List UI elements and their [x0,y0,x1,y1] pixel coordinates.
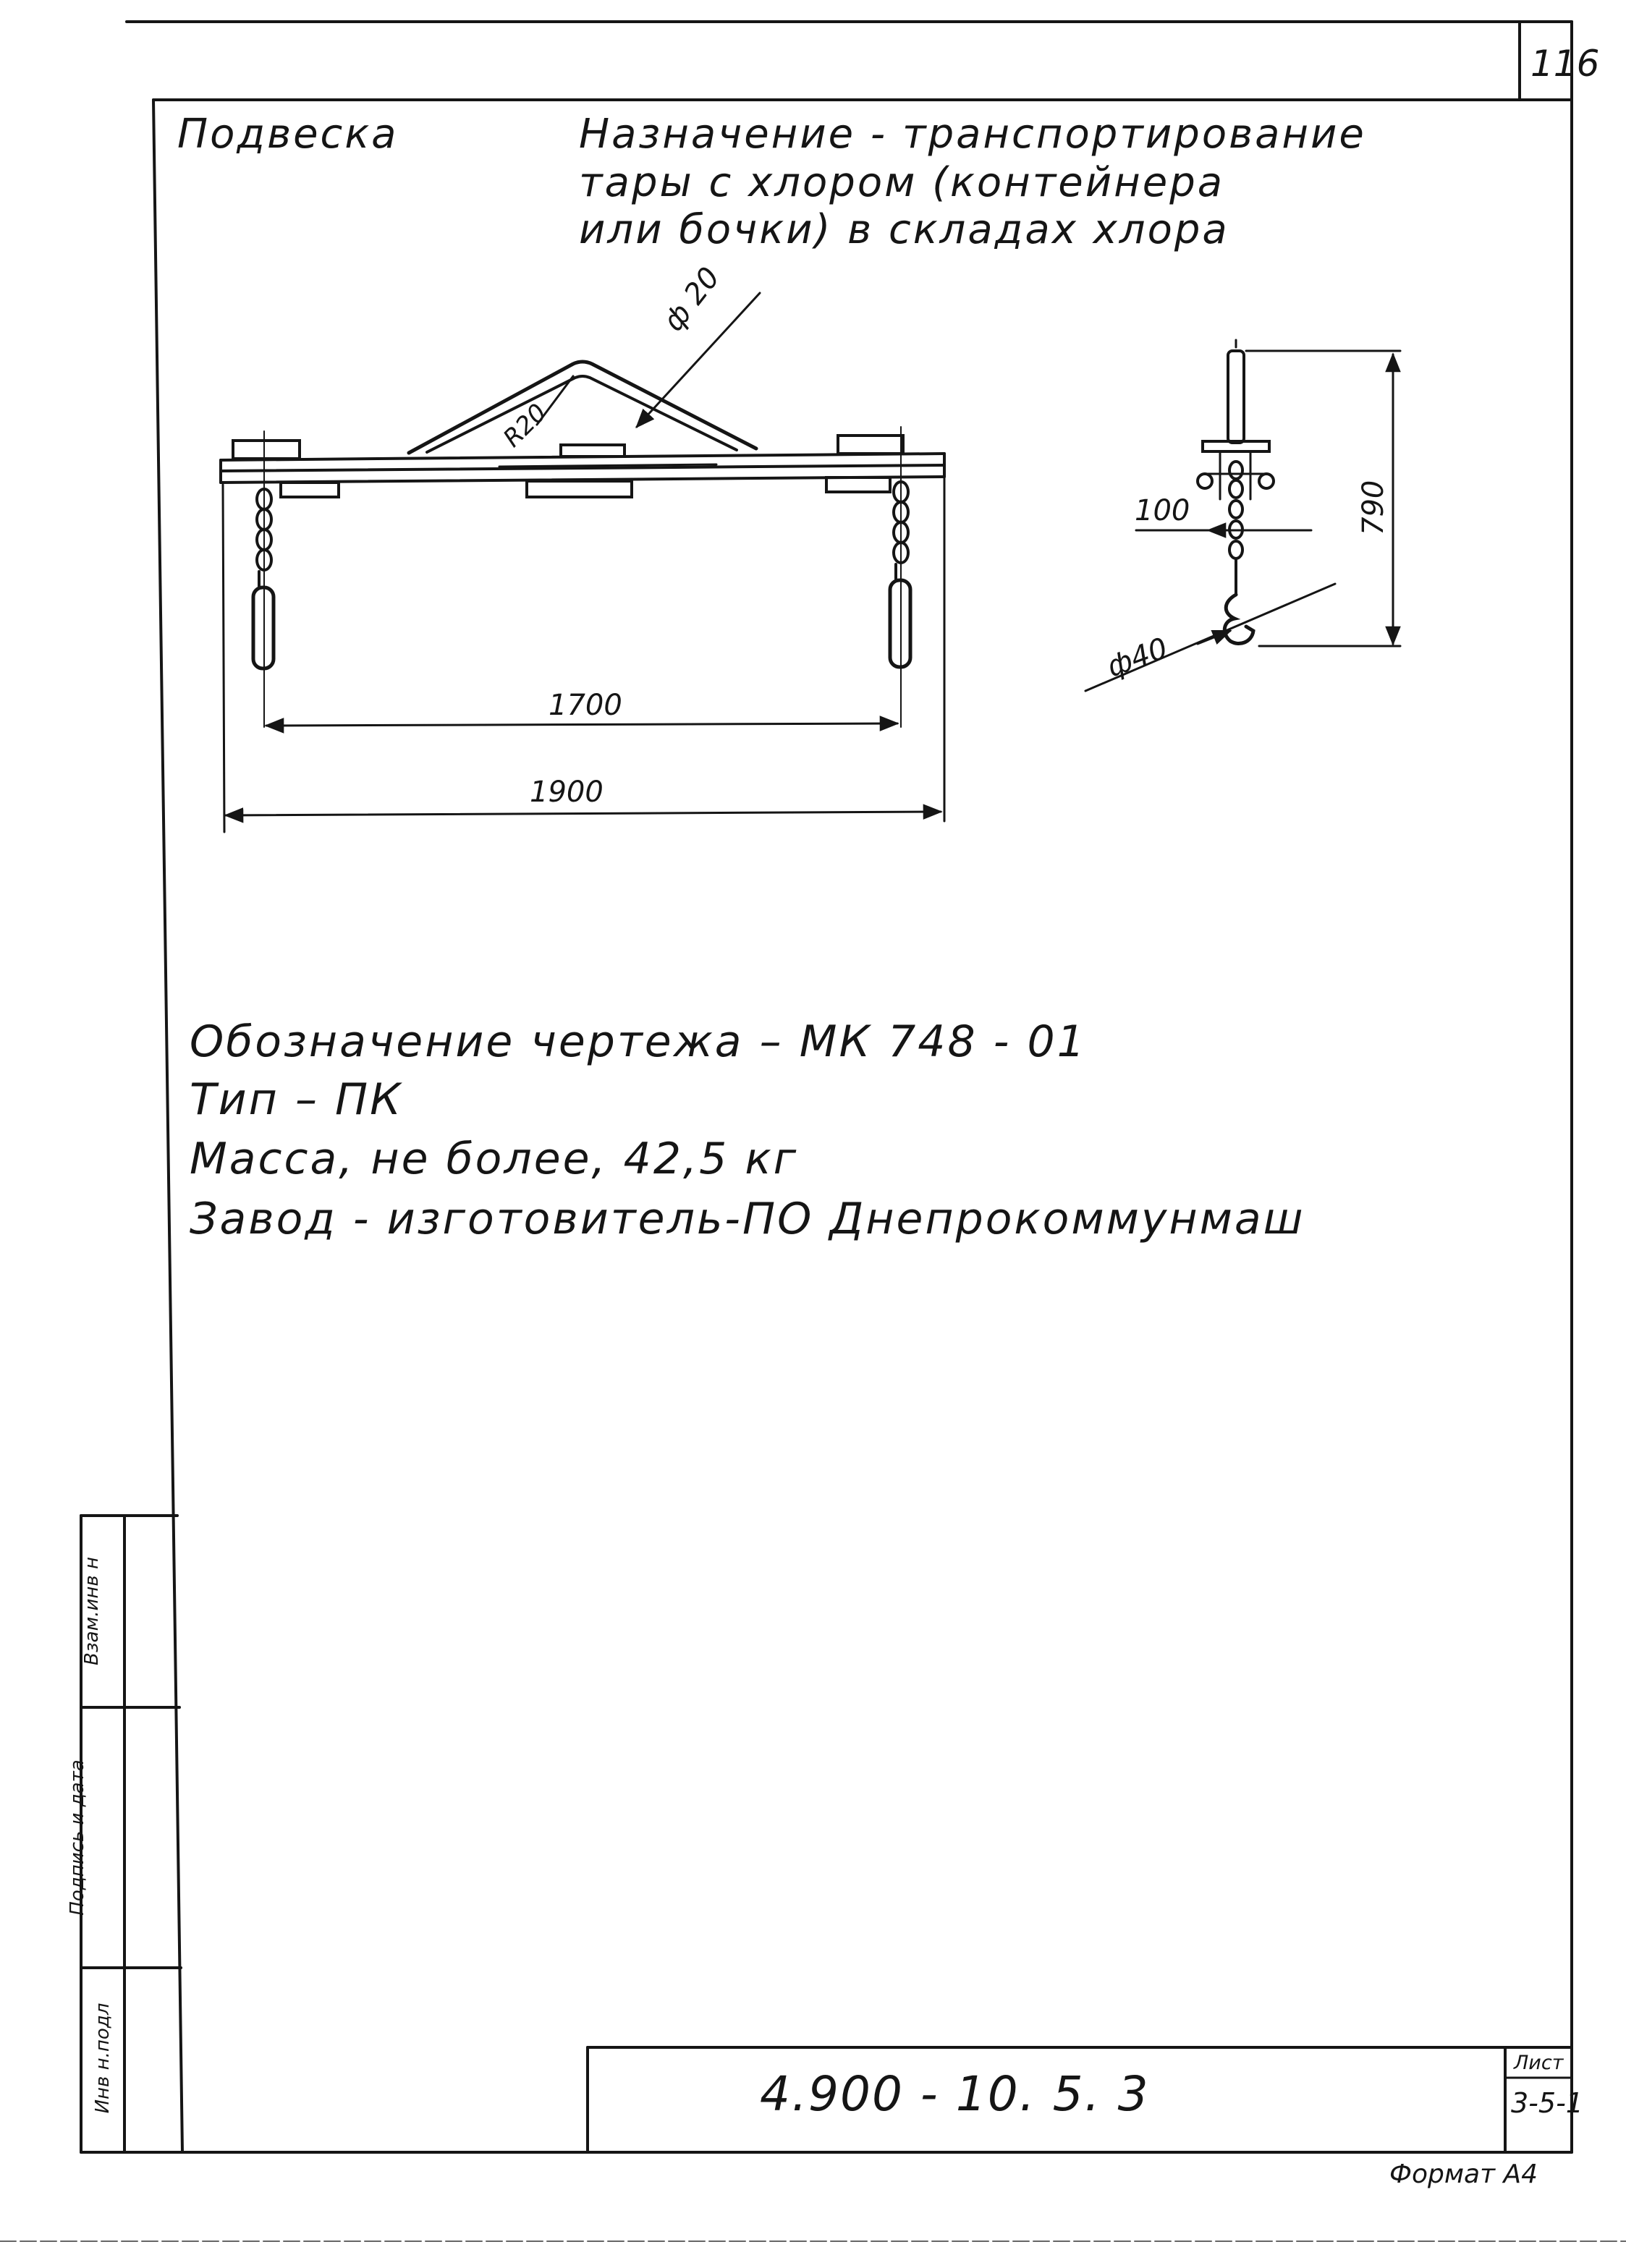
stamp-signature-date: Подпись и дата [67,1759,88,1916]
spec-mass: Масса, не более, 42,5 кг [190,1134,799,1184]
dim-overall-length: 1900 [530,776,604,809]
spec-manufacturer: Завод - изготовитель-ПО Днепрокоммунмаш [190,1194,1305,1244]
spec-type: Тип – ПК [190,1074,403,1125]
dim-height: 790 [1357,480,1390,535]
sheet-number: 3-5-1 [1511,2087,1583,2119]
right-chain [890,427,910,727]
hook-side-view [1198,340,1274,644]
document-code: 4.900 - 10. 5. 3 [760,2066,1150,2122]
paper-format: Формат А4 [1389,2159,1538,2189]
dim-line-1700 [266,723,897,726]
purpose-line-2: тары с хлором (контейнера [579,159,1225,206]
sheet-frame [0,22,1626,2241]
dim-inner-span: 1700 [549,689,622,722]
page-number: 116 [1530,43,1600,85]
beam-main-view [221,362,944,497]
stamp-inv-original: Инв н.подл [92,2002,114,2114]
stamp-replace-inv: Взам.инв н [81,1557,103,1665]
dim-bend-radius: R20 [497,398,553,454]
dim-hook-diameter: ф40 [1102,632,1172,684]
left-chain [253,431,274,727]
purpose-line-1: Назначение - транспортирование [579,111,1366,158]
spec-drawing-designation: Обозначение чертежа – МК 748 - 01 [190,1016,1087,1067]
dim-pipe-diameter: ф 20 [656,261,727,338]
item-name: Подвеска [177,111,399,158]
sheet-label: Лист [1514,2052,1564,2074]
dim-hook-offset: 100 [1135,494,1190,527]
purpose-line-3: или бочки) в складах хлора [579,206,1229,253]
